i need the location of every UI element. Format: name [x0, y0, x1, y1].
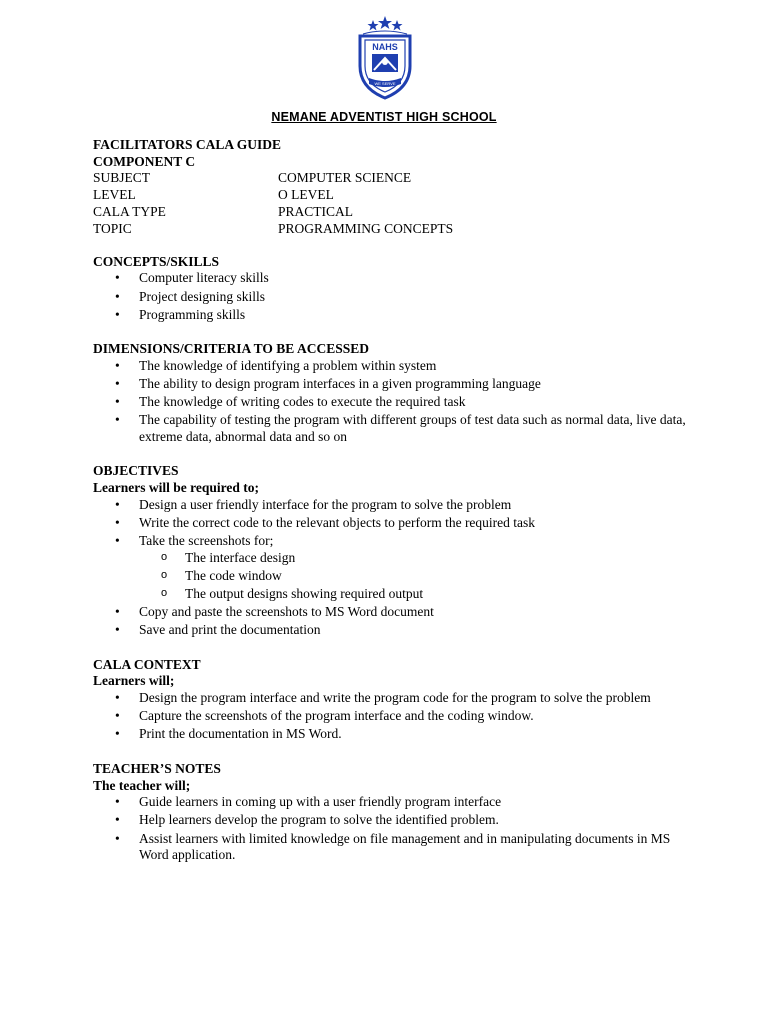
detail-value: PRACTICAL: [278, 203, 354, 219]
detail-label: TOPIC: [93, 220, 132, 236]
list-item-text: Take the screenshots for;: [139, 533, 274, 549]
guide-content: [93, 137, 693, 865]
list-item: • The knowledge of identifying a problem within system: [93, 358, 693, 375]
sub-list-item: o The code window: [139, 568, 693, 585]
detail-row-cala-type: [93, 204, 693, 221]
notes-intro: The teacher will;: [93, 777, 191, 793]
context-list: [93, 690, 693, 743]
list-item: • Design a user friendly interface for the program to solve the problem: [93, 497, 693, 514]
list-item: • Assist learners with limited knowledge on file management and in manipulating documents in MS Word application.: [93, 831, 693, 864]
list-item: • The knowledge of writing codes to execute the required task: [93, 394, 693, 411]
notes-heading: TEACHER’S NOTES: [93, 760, 221, 776]
detail-value: COMPUTER SCIENCE: [278, 170, 412, 186]
sub-list-item: o The interface design: [139, 550, 693, 567]
list-item: • Project designing skills: [93, 289, 693, 306]
sub-list-item: o The output designs showing required output: [139, 586, 693, 603]
school-logo: [355, 14, 415, 100]
list-item: • The ability to design program interfaces in a given programming language: [93, 376, 693, 393]
svg-text:WE SERVE: WE SERVE: [374, 81, 396, 86]
list-item: • Help learners develop the program to solve the identified problem.: [93, 812, 693, 829]
concepts-list: [93, 270, 693, 323]
detail-row-subject: [93, 170, 693, 187]
list-item: • Copy and paste the screenshots to MS Word document: [93, 604, 693, 621]
svg-text:NAHS: NAHS: [372, 42, 398, 52]
context-heading: CALA CONTEXT: [93, 656, 201, 672]
detail-label: SUBJECT: [93, 170, 151, 186]
list-item: • Save and print the documentation: [93, 622, 693, 639]
component-label: COMPONENT C: [93, 153, 196, 169]
list-item: • Computer literacy skills: [93, 270, 693, 287]
dimensions-list: [93, 358, 693, 446]
detail-row-level: [93, 187, 693, 204]
list-item: • Guide learners in coming up with a user friendly program interface: [93, 794, 693, 811]
objectives-heading: OBJECTIVES: [93, 463, 179, 479]
list-item: • Programming skills: [93, 307, 693, 324]
list-item: • The capability of testing the program with different groups of test data such as normal data, live data, extreme data, abnormal data and so on: [93, 412, 693, 445]
objectives-intro: Learners will be required to;: [93, 480, 259, 496]
guide-title: FACILITATORS CALA GUIDE: [93, 137, 282, 152]
detail-label: LEVEL: [93, 187, 136, 203]
detail-label: CALA TYPE: [93, 203, 166, 219]
list-item: [93, 533, 693, 603]
objectives-list: [93, 497, 693, 639]
context-intro: Learners will;: [93, 673, 175, 689]
detail-value: O LEVEL: [278, 187, 334, 203]
dimensions-heading: DIMENSIONS/CRITERIA TO BE ACCESSED: [93, 341, 369, 357]
detail-value: PROGRAMMING CONCEPTS: [278, 220, 454, 236]
notes-list: [93, 794, 693, 864]
detail-row-topic: [93, 221, 693, 238]
screenshot-sublist: [139, 550, 693, 603]
list-item: • Capture the screenshots of the program interface and the coding window.: [93, 708, 693, 725]
school-crest-icon: [355, 14, 415, 100]
list-item: • Print the documentation in MS Word.: [93, 726, 693, 743]
concepts-heading: CONCEPTS/SKILLS: [93, 253, 220, 269]
list-item: • Write the correct code to the relevant objects to perform the required task: [93, 515, 693, 532]
school-name-heading: NEMANE ADVENTIST HIGH SCHOOL: [271, 110, 497, 124]
list-item: • Design the program interface and write the program code for the program to solve the problem: [93, 690, 693, 707]
